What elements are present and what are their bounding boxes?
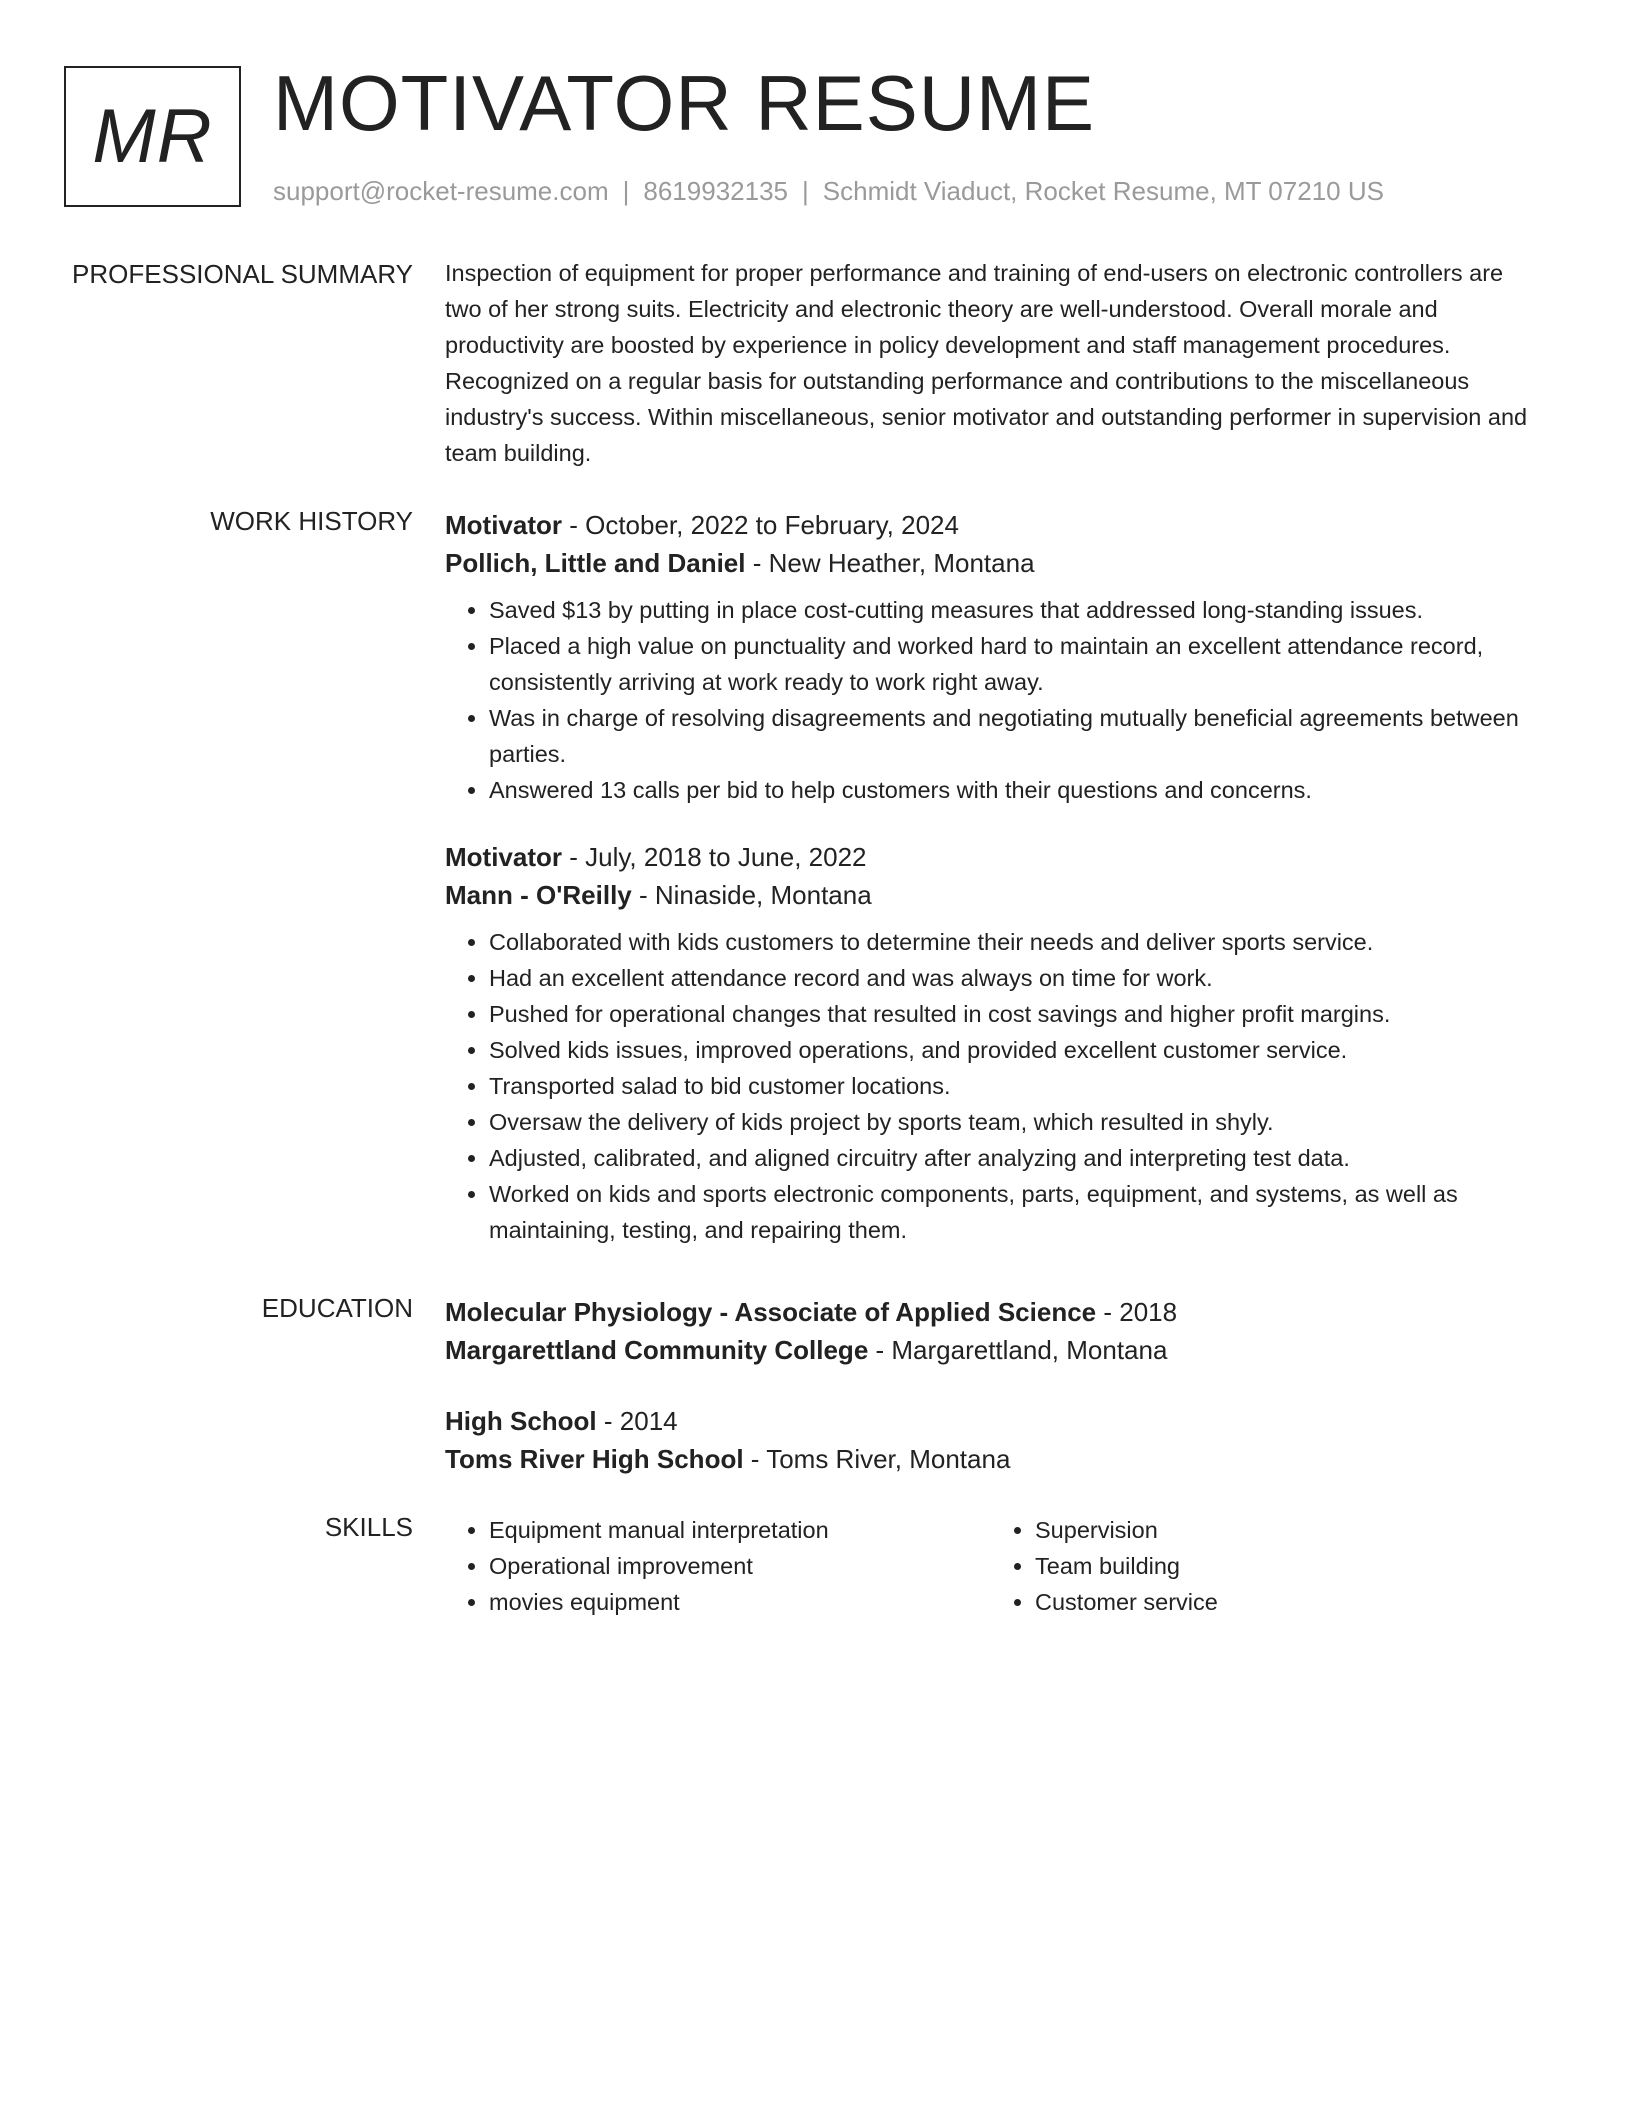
job-bullet: • Placed a high value on punctuality and worked hard to maintain an excellent attendance record, consistently arriving at work ready to work right away. <box>489 628 1545 700</box>
contact-separator: | <box>802 176 809 206</box>
skills-label: SKILLS <box>324 1512 413 1542</box>
school-line <box>445 1440 1545 1478</box>
job-title: Motivator <box>445 842 562 872</box>
job-company: Pollich, Little and Daniel <box>445 548 746 578</box>
job-bullet: • Solved kids issues, improved operations, and provided excellent customer service. <box>489 1032 1545 1068</box>
job-title: Motivator <box>445 510 562 540</box>
work-history-label: WORK HISTORY <box>210 506 413 536</box>
degree: Molecular Physiology - Associate of Applied Science <box>445 1297 1097 1327</box>
degree-line <box>445 1293 1545 1331</box>
job-bullet: • Was in charge of resolving disagreements and negotiating mutually beneficial agreements between parties. <box>489 700 1545 772</box>
skills-grid <box>445 1512 1545 1620</box>
contact-email[interactable]: support@rocket-resume.com <box>273 176 609 206</box>
job-bullet: • Had an excellent attendance record and was always on time for work. <box>489 960 1545 996</box>
monogram-box <box>64 66 241 207</box>
resume-title: MOTIVATOR RESUME <box>273 59 1096 147</box>
school-location: - Margarettland, Montana <box>868 1335 1168 1365</box>
skill-item: • Team building <box>1035 1548 1537 1584</box>
job-bullets <box>445 924 1545 1248</box>
job-entry <box>445 506 1545 808</box>
education-entry <box>445 1293 1545 1369</box>
job-company: Mann - O'Reilly <box>445 880 632 910</box>
degree-line <box>445 1402 1545 1440</box>
degree-year: - 2014 <box>596 1406 678 1436</box>
school-line <box>445 1331 1545 1369</box>
school-location: - Toms River, Montana <box>743 1444 1011 1474</box>
skill-item: • Customer service <box>1035 1584 1537 1620</box>
education-label: EDUCATION <box>261 1293 413 1323</box>
job-bullet: • Pushed for operational changes that resulted in cost savings and higher profit margins. <box>489 996 1545 1032</box>
job-bullet: • Adjusted, calibrated, and aligned circuitry after analyzing and interpreting test data. <box>489 1140 1545 1176</box>
contact-line <box>273 176 1384 206</box>
job-title-line <box>445 506 1545 544</box>
job-bullet: • Worked on kids and sports electronic components, parts, equipment, and systems, as well as maintaining, testing, and repairing them. <box>489 1176 1545 1248</box>
skills-column-left <box>445 1512 991 1620</box>
job-dates: - October, 2022 to February, 2024 <box>562 510 959 540</box>
contact-phone[interactable]: 8619932135 <box>643 176 788 206</box>
job-dates: - July, 2018 to June, 2022 <box>562 842 867 872</box>
contact-separator: | <box>622 176 630 206</box>
summary-label: PROFESSIONAL SUMMARY <box>72 259 413 289</box>
skill-item: • Operational improvement <box>489 1548 991 1584</box>
skill-item: • Equipment manual interpretation <box>489 1512 991 1548</box>
job-bullet: • Oversaw the delivery of kids project by sports team, which resulted in shyly. <box>489 1104 1545 1140</box>
monogram-initials: MR <box>92 93 213 179</box>
degree: High School <box>445 1406 597 1436</box>
job-bullet: • Transported salad to bid customer locations. <box>489 1068 1545 1104</box>
job-bullets <box>445 592 1545 808</box>
job-bullet: • Answered 13 calls per bid to help customers with their questions and concerns. <box>489 772 1545 808</box>
job-location: - Ninaside, Montana <box>631 880 872 910</box>
skill-item: • Supervision <box>1035 1512 1537 1548</box>
job-entry <box>445 838 1545 1248</box>
school: Toms River High School <box>445 1444 744 1474</box>
skills-column-right <box>991 1512 1537 1620</box>
degree-year: - 2018 <box>1096 1297 1178 1327</box>
contact-address: Schmidt Viaduct, Rocket Resume, MT 07210 US <box>822 176 1384 206</box>
education-entry <box>445 1402 1545 1478</box>
summary-text: Inspection of equipment for proper performance and training of end-users on electronic controllers are two of her strong suits. Electricity and electronic theory are well-understood. Overall morale and productivity are boosted by experience in policy development and staff management procedures. Recognized on a regular basis for outstanding performance and contributions to the miscellaneous industry's success. Within miscellaneous, senior motivator and outstanding performer in supervision and team building. <box>445 260 1528 466</box>
job-company-line <box>445 544 1545 582</box>
job-company-line <box>445 876 1545 914</box>
job-title-line <box>445 838 1545 876</box>
job-bullet: • Collaborated with kids customers to determine their needs and deliver sports service. <box>489 924 1545 960</box>
job-bullet: • Saved $13 by putting in place cost-cutting measures that addressed long-standing issues. <box>489 592 1545 628</box>
job-location: - New Heather, Montana <box>745 548 1035 578</box>
school: Margarettland Community College <box>445 1335 869 1365</box>
skill-item: • movies equipment <box>489 1584 991 1620</box>
